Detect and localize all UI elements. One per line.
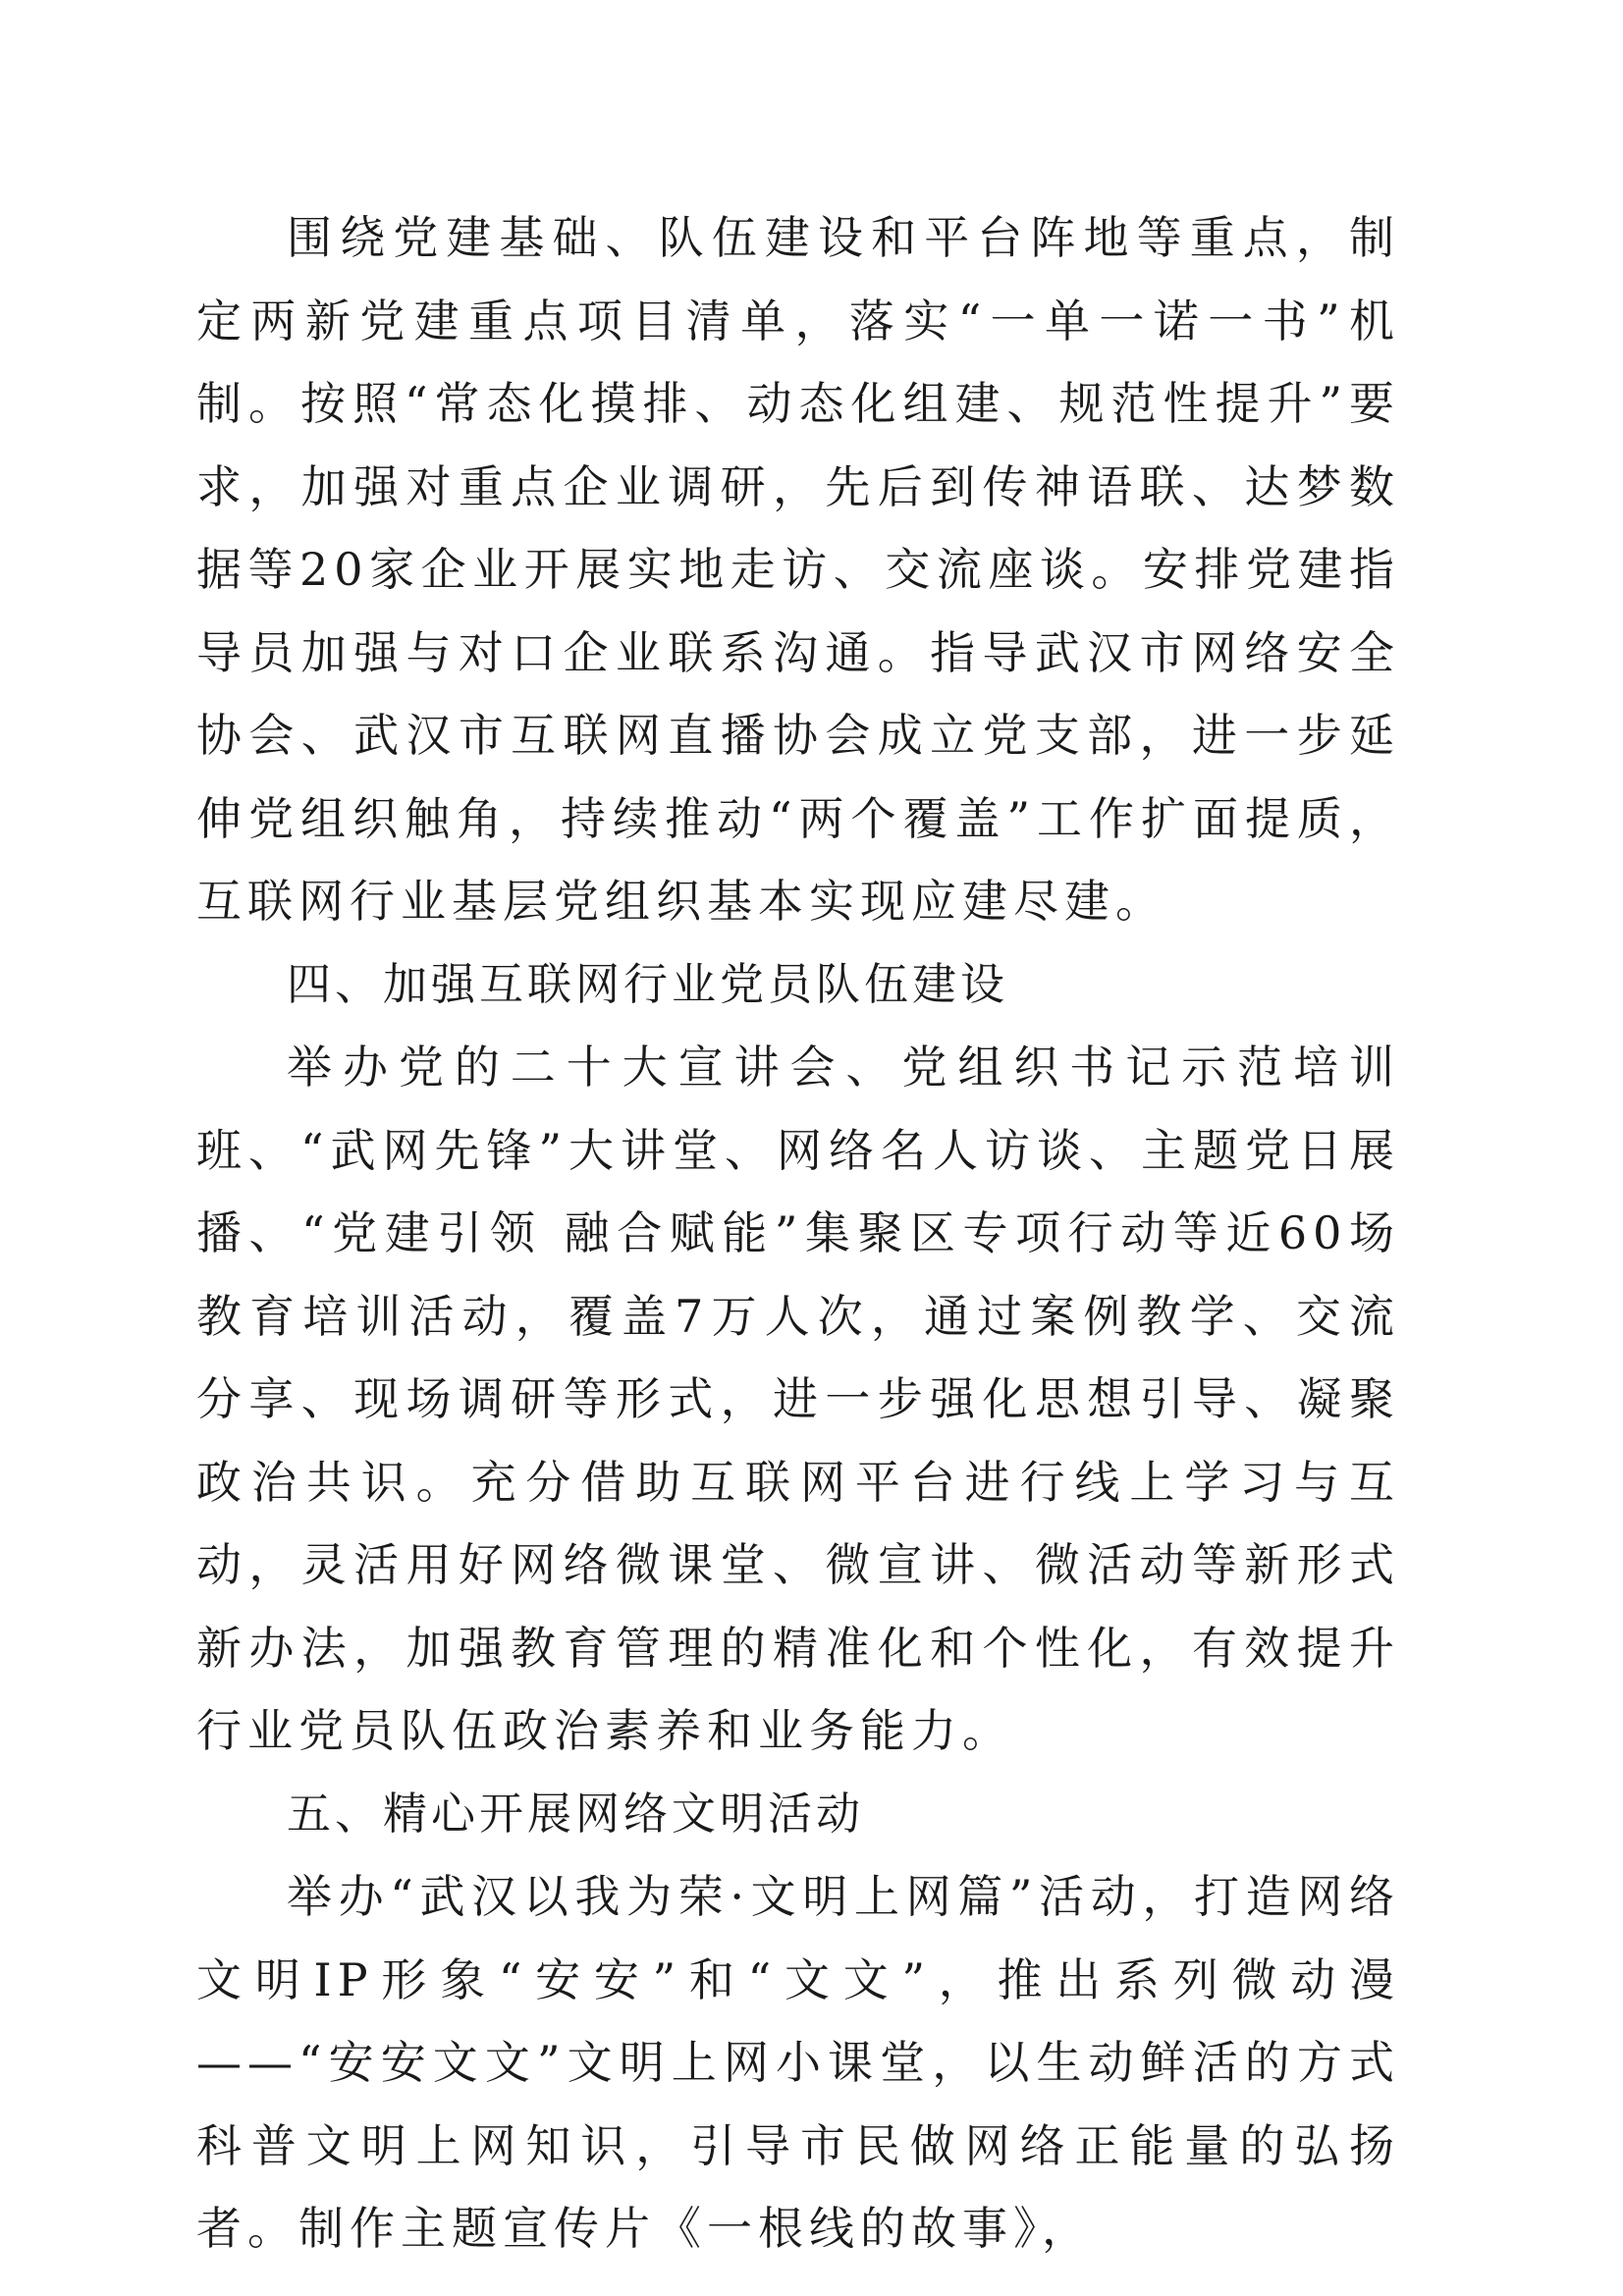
document-page: [196, 196, 1400, 2270]
paragraph-education-training: 举办党的二十大宣讲会、党组织书记示范培训班、“武网先锋”大讲堂、网络名人访谈、主题党日展播、“党建引领 融合赋能”集聚区专项行动等近60场教育培训活动，覆盖7万人次，通过案例教学、交流分享、现场调研等形式，进一步强化思想引导、凝聚政治共识。充分借助互联网平台进行线上学习与互动，灵活用好网络微课堂、微宣讲、微活动等新形式新办法，加强教育管理的精准化和个性化，有效提升行业党员队伍政治素养和业务能力。: [196, 1041, 1400, 1757]
section-heading-party-member-team: 四、加强互联网行业党员队伍建设: [287, 957, 1009, 1010]
paragraph-civilization-activities: 举办“武汉以我为荣·文明上网篇”活动，打造网络文明IP形象“安安”和“文文”，推出系列微动漫——“安安文文”文明上网小课堂，以生动鲜活的方式科普文明上网知识，引导市民做网络正能量的弘扬者。制作主题宣传片《一根线的故事》，: [196, 1870, 1400, 2255]
section-heading-internet-civilization: 五、精心开展网络文明活动: [287, 1787, 865, 1840]
paragraph-party-building-projects: 围绕党建基础、队伍建设和平台阵地等重点，制定两新党建重点项目清单，落实“一单一诺一书”机制。按照“常态化摸排、动态化组建、规范性提升”要求，加强对重点企业调研，先后到传神语联、达梦数据等20家企业开展实地走访、交流座谈。安排党建指导员加强与对口企业联系沟通。指导武汉市网络安全协会、武汉市互联网直播协会成立党支部，进一步延伸党组织触角，持续推动“两个覆盖”工作扩面提质，互联网行业基层党组织基本实现应建尽建。: [196, 211, 1400, 928]
